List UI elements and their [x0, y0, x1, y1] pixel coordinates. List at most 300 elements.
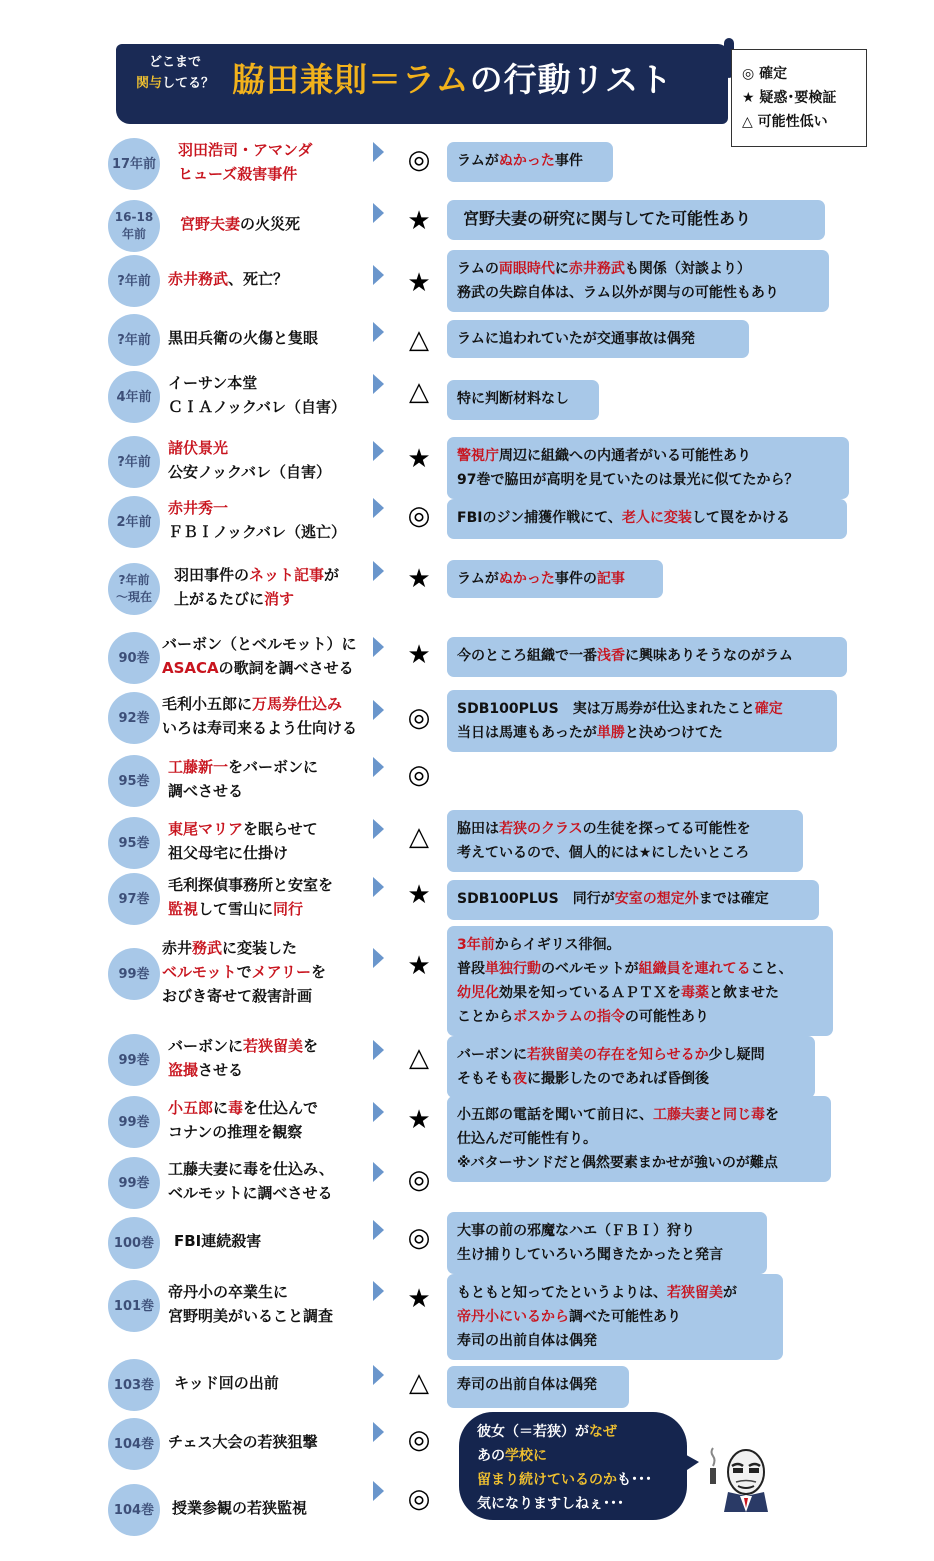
timing-line: 103巻 — [113, 1377, 155, 1393]
highlight-text: 安室の想定外 — [614, 891, 699, 907]
text-line — [457, 721, 827, 745]
arrow-right-icon — [373, 1102, 384, 1122]
text-line — [168, 1034, 378, 1058]
text-line — [457, 1067, 805, 1091]
timing-badge — [108, 1484, 160, 1536]
text-line — [162, 632, 372, 656]
text-segment: と飲ませた — [709, 985, 779, 1001]
note-box — [447, 1274, 783, 1360]
timing-badge — [108, 436, 160, 488]
timing-text — [118, 891, 149, 908]
rating-mark: ◎ — [407, 703, 431, 733]
text-segment: いろは寿司来るよう仕向ける — [162, 719, 358, 737]
event-label — [162, 632, 372, 680]
text-line — [168, 1157, 378, 1181]
text-segment: を — [303, 1037, 319, 1055]
timing-badge — [108, 1034, 160, 1086]
arrow-right-icon — [373, 265, 384, 285]
note-box — [447, 880, 819, 920]
bubble-line2 — [477, 1444, 687, 1468]
text-segment: ラムの — [457, 261, 499, 277]
text-segment: バーボン（とベルモット）に — [162, 635, 357, 653]
rating-mark: ★ — [407, 444, 431, 474]
legend-box — [731, 49, 867, 147]
text-segment: 調べた可能性あり — [569, 1309, 681, 1325]
text-line — [168, 897, 378, 921]
event-label — [168, 1430, 378, 1454]
wakita-character-icon — [706, 1436, 786, 1512]
timing-line: 101巻 — [113, 1298, 155, 1314]
text-line — [174, 1371, 384, 1395]
event-label — [168, 873, 378, 921]
text-segment: 少し疑問 — [708, 1047, 765, 1063]
text-segment: 帝丹小の卒業生に — [168, 1283, 289, 1301]
text-segment: して雪山に — [198, 900, 274, 918]
timing-text — [116, 389, 151, 406]
text-line — [168, 436, 378, 460]
timing-text — [114, 1235, 154, 1252]
event-label — [168, 817, 378, 865]
text-segment: 当日は馬連もあったが — [457, 725, 597, 741]
text-segment: キッド回の出前 — [174, 1374, 279, 1392]
event-label — [168, 1034, 378, 1082]
timing-badge — [108, 755, 160, 807]
subtitle-line2 — [116, 73, 234, 94]
timing-line: 95巻 — [118, 773, 150, 789]
text-line — [168, 520, 378, 544]
text-segment: に変装した — [222, 939, 298, 957]
event-label — [168, 1280, 378, 1328]
text-line — [457, 327, 739, 351]
event-label — [180, 212, 390, 236]
rating-mark: ★ — [407, 206, 431, 236]
text-line — [162, 716, 372, 740]
text-line — [457, 444, 839, 468]
text-line — [162, 936, 372, 960]
text-segment: バーボンに — [457, 1047, 527, 1063]
text-line — [178, 162, 388, 186]
title-name: 脇田兼則 — [232, 60, 368, 99]
timing-text — [114, 1377, 154, 1394]
bubble-line2-b: 学校に — [505, 1448, 547, 1464]
text-segment: ことから — [457, 1009, 513, 1025]
text-line — [168, 841, 378, 865]
text-line — [457, 887, 809, 911]
subtitle-line2-a: 関与 — [135, 76, 162, 91]
text-segment: ラムが — [457, 153, 499, 169]
bubble-line2-a: あの — [477, 1448, 505, 1464]
note-box — [447, 437, 849, 499]
note-box — [447, 810, 803, 872]
timing-text — [114, 1502, 154, 1519]
highlight-text: 若狭留美 — [243, 1037, 304, 1055]
text-segment: を — [765, 1107, 779, 1123]
highlight-text: メアリー — [251, 963, 311, 981]
text-segment: 仕込んだ可能性有り。 — [457, 1131, 597, 1147]
text-segment: バーボンに — [168, 1037, 244, 1055]
text-segment: の生徒を探ってる可能性を — [582, 821, 751, 837]
note-box — [447, 1212, 767, 1274]
text-line — [457, 957, 823, 981]
event-label — [168, 436, 378, 484]
title-rest: の行動リスト — [469, 60, 674, 99]
rating-mark: ★ — [407, 1105, 431, 1135]
text-segment: させる — [198, 1061, 244, 1079]
event-label — [168, 326, 378, 350]
highlight-text: 工藤夫妻と同じ毒 — [653, 1107, 765, 1123]
timing-line: 92巻 — [118, 710, 150, 726]
timing-badge — [108, 692, 160, 744]
text-line — [457, 257, 819, 281]
text-line — [457, 644, 837, 668]
text-segment: FBI連続殺害 — [174, 1232, 262, 1250]
rating-mark: ★ — [407, 640, 431, 670]
text-line — [457, 281, 819, 305]
rating-mark: △ — [409, 325, 429, 355]
text-segment: チェス大会の若狭狙撃 — [168, 1433, 318, 1451]
highlight-text: 消す — [264, 590, 295, 608]
timing-text — [112, 156, 156, 173]
note-box — [447, 320, 749, 358]
event-label — [174, 1371, 384, 1395]
text-segment: 特に判断材料なし — [457, 391, 569, 407]
timing-badge — [108, 496, 160, 548]
timing-text — [116, 572, 152, 606]
bubble-tail — [681, 1452, 699, 1474]
highlight-text: 毒 — [228, 1099, 244, 1117]
highlight-text: 確定 — [754, 701, 783, 717]
text-line — [168, 1430, 378, 1454]
timing-line: ～現在 — [115, 590, 152, 604]
timing-line: 104巻 — [113, 1436, 155, 1452]
text-line — [178, 138, 388, 162]
timing-text — [115, 209, 153, 243]
arrow-right-icon — [373, 637, 384, 657]
text-segment: FBIのジン捕獲作戦にて、 — [457, 510, 622, 526]
text-segment: コナンの推理を観察 — [168, 1123, 303, 1141]
highlight-text: 赤井務武 — [168, 270, 229, 288]
rating-mark: △ — [409, 822, 429, 852]
text-segment: 普段 — [457, 961, 485, 977]
text-segment: のベルモットが — [541, 961, 639, 977]
highlight-text: 記事 — [596, 571, 625, 587]
text-line — [174, 563, 384, 587]
timing-badge — [108, 873, 160, 925]
text-segment: ベルモットに調べさせる — [168, 1184, 333, 1202]
timing-text — [117, 454, 151, 471]
event-label — [168, 496, 378, 544]
timing-badge — [108, 371, 160, 423]
text-line — [457, 1005, 823, 1029]
rating-mark: ★ — [407, 880, 431, 910]
arrow-right-icon — [373, 1162, 384, 1182]
text-line — [457, 468, 839, 492]
text-segment: の可能性あり — [624, 1009, 709, 1025]
highlight-text: 盗撮 — [168, 1061, 199, 1079]
highlight-text: 諸伏景光 — [168, 439, 229, 457]
highlight-text: 帝丹小にいるから — [457, 1309, 569, 1325]
arrow-right-icon — [373, 1220, 384, 1240]
highlight-text: 両眼時代 — [498, 261, 555, 277]
text-line — [168, 1120, 378, 1144]
text-segment: の歌詞を調べさせる — [218, 659, 354, 677]
rating-mark: ◎ — [407, 145, 431, 175]
text-line — [168, 755, 378, 779]
timing-badge — [108, 1280, 160, 1332]
text-segment: 工藤夫妻に毒を仕込み、 — [168, 1160, 334, 1178]
timing-line: ?年前 — [118, 573, 150, 587]
timing-line: 99巻 — [118, 1175, 150, 1191]
highlight-text: 若狭留美 — [667, 1285, 723, 1301]
rating-mark: ★ — [407, 1284, 431, 1314]
text-line — [457, 1281, 773, 1305]
text-segment: 調べさせる — [168, 782, 244, 800]
highlight-text: ベルモット — [162, 963, 237, 981]
timing-line: 97巻 — [118, 891, 150, 907]
bubble-line1 — [477, 1420, 687, 1444]
timing-text — [117, 273, 151, 290]
text-line — [457, 817, 793, 841]
timing-badge — [108, 314, 160, 366]
text-line — [457, 1103, 821, 1127]
arrow-right-icon — [373, 203, 384, 223]
text-segment: をバーボンに — [228, 758, 319, 776]
rating-mark: ◎ — [407, 1484, 431, 1514]
text-line — [162, 692, 372, 716]
timing-text — [118, 773, 149, 790]
timing-text — [117, 332, 151, 349]
text-line — [457, 1305, 773, 1329]
highlight-text: 3年前 — [457, 937, 495, 953]
bubble-line3 — [477, 1468, 687, 1492]
text-line — [180, 212, 390, 236]
arrow-right-icon — [373, 561, 384, 581]
timing-line: 90巻 — [118, 650, 150, 666]
text-segment: 授業参観の若狭監視 — [172, 1499, 308, 1517]
timing-badge — [108, 200, 160, 252]
text-line — [168, 1058, 378, 1082]
text-segment: 宮野夫妻の研究に関与してた可能性あり — [463, 209, 752, 228]
text-line — [457, 981, 823, 1005]
timing-line: 17年前 — [111, 156, 157, 172]
timing-text — [114, 1436, 154, 1453]
timing-text — [118, 966, 149, 983]
timing-text — [116, 514, 151, 531]
arrow-right-icon — [373, 441, 384, 461]
text-line — [463, 207, 815, 231]
text-segment: が — [723, 1285, 737, 1301]
event-label — [168, 267, 378, 291]
text-segment: 小五郎の電話を聞いて前日に、 — [457, 1107, 653, 1123]
timing-badge — [108, 1157, 160, 1209]
text-segment: 、死亡？ — [228, 270, 289, 288]
timing-line: 99巻 — [118, 1052, 150, 1068]
text-segment: ※バターサンドだと偶然要素まかせが強いのが難点 — [457, 1155, 778, 1171]
highlight-text: 務武 — [192, 939, 223, 957]
rating-mark: ★ — [407, 951, 431, 981]
text-segment: に撮影したのであれば昏倒後 — [527, 1071, 709, 1087]
text-segment: 生け捕りしていろいろ聞きたかったと発言 — [457, 1247, 723, 1263]
text-segment: 大事の前の邪魔なハエ（ＦＢＩ）狩り — [457, 1223, 695, 1239]
event-label — [168, 755, 378, 803]
text-segment: こと、 — [750, 961, 793, 977]
text-line — [162, 984, 372, 1008]
highlight-text: 幼児化 — [457, 985, 499, 1001]
highlight-text: 若狭のクラス — [499, 821, 583, 837]
arrow-right-icon — [373, 1365, 384, 1385]
timing-badge — [108, 255, 160, 307]
legend-confirmed: ◎ 確定 — [742, 66, 788, 82]
rating-mark: ★ — [407, 268, 431, 298]
text-segment: 黒田兵衛の火傷と隻眼 — [168, 329, 319, 347]
arrow-right-icon — [373, 1481, 384, 1501]
arrow-right-icon — [373, 819, 384, 839]
timing-text — [114, 1298, 154, 1315]
event-label — [168, 1157, 378, 1205]
event-label — [162, 936, 372, 1008]
timing-text — [118, 1114, 149, 1131]
timing-line: 100巻 — [113, 1235, 155, 1251]
highlight-text: 毒薬 — [681, 985, 709, 1001]
text-segment: と決めつけてた — [624, 725, 723, 741]
event-label — [168, 1096, 378, 1144]
timing-line: 99巻 — [118, 966, 150, 982]
timing-text — [118, 835, 149, 852]
highlight-text: ボスかラムの指令 — [513, 1009, 625, 1025]
text-segment: に — [554, 261, 569, 277]
text-segment: 公安ノックバレ（自害） — [168, 463, 332, 481]
text-line — [168, 1280, 378, 1304]
rating-mark: ◎ — [407, 1223, 431, 1253]
text-segment: SDB100PLUS 実は万馬券が仕込まれたこと — [457, 701, 755, 717]
text-segment: 効果を知っているＡＰＴＸを — [499, 985, 681, 1001]
highlight-text: 監視 — [168, 900, 199, 918]
page-title — [232, 54, 673, 101]
highlight-text: 浅香 — [597, 648, 625, 664]
highlight-text: 工藤新一 — [168, 758, 229, 776]
text-segment: 毛利小五郎に — [162, 695, 253, 713]
text-line — [168, 395, 378, 419]
text-segment: そもそも — [457, 1071, 513, 1087]
text-segment: 寿司の出前自体は偶発 — [457, 1377, 597, 1393]
highlight-text: ネット記事 — [249, 566, 325, 584]
note-box — [447, 499, 847, 539]
note-box — [447, 926, 833, 1036]
timing-text — [118, 1052, 149, 1069]
highlight-text: ぬかった — [498, 153, 555, 169]
highlight-text: 警視庁 — [457, 448, 499, 464]
text-line — [457, 387, 589, 411]
text-line — [457, 841, 793, 865]
text-segment: も関係（対談より） — [624, 261, 751, 277]
rating-mark: ◎ — [407, 760, 431, 790]
title-banner — [116, 44, 728, 124]
timing-badge — [108, 948, 160, 1000]
timing-line: ?年前 — [117, 332, 151, 348]
text-segment: 今のところ組織で一番 — [457, 648, 597, 664]
highlight-text: 夜 — [513, 1071, 527, 1087]
bubble-line1-a: 彼女（＝若狭）が — [477, 1424, 589, 1440]
timing-line: 95巻 — [118, 835, 150, 851]
rating-mark: ★ — [407, 564, 431, 594]
text-segment: 祖父母宅に仕掛け — [168, 844, 289, 862]
text-segment: ラムが — [457, 571, 499, 587]
text-segment: ＣＩＡノックバレ（自害） — [168, 398, 347, 416]
arrow-right-icon — [373, 1040, 384, 1060]
subtitle-line1: どこまで — [148, 55, 201, 70]
highlight-text: 組織員を連れてる — [638, 961, 751, 977]
text-segment: して罠をかける — [691, 510, 790, 526]
text-segment: 赤井 — [162, 939, 193, 957]
arrow-right-icon — [373, 142, 384, 162]
rating-mark: △ — [409, 377, 429, 407]
highlight-text: 赤井秀一 — [168, 499, 229, 517]
text-segment: ラムに追われていたが交通事故は偶発 — [457, 331, 695, 347]
timing-line: 2年前 — [116, 514, 152, 530]
highlight-text: 赤井務武 — [568, 261, 625, 277]
text-line — [162, 656, 372, 680]
text-segment: を — [310, 963, 326, 981]
timing-text — [118, 1175, 149, 1192]
text-line — [457, 1373, 619, 1397]
text-segment: おびき寄せて殺害計画 — [162, 987, 313, 1005]
rating-mark: △ — [409, 1368, 429, 1398]
event-label — [162, 692, 372, 740]
text-line — [457, 1329, 773, 1353]
text-segment: からイギリス徘徊。 — [494, 937, 621, 953]
event-label — [174, 1229, 384, 1253]
banner-subtitle — [116, 52, 234, 94]
note-box — [447, 380, 599, 420]
text-line — [174, 587, 384, 611]
text-segment: 宮野明美がいること調査 — [168, 1307, 334, 1325]
highlight-text: 老人に変装 — [621, 510, 692, 526]
highlight-text: 小五郎 — [168, 1099, 214, 1117]
timing-badge — [108, 1217, 160, 1269]
bubble-line3-a: 留まり続けているのか — [477, 1472, 617, 1488]
text-line — [168, 873, 378, 897]
highlight-text: 宮野夫妻 — [180, 215, 241, 233]
timing-badge — [108, 1418, 160, 1470]
event-label — [178, 138, 388, 186]
arrow-right-icon — [373, 877, 384, 897]
rating-mark: ◎ — [407, 501, 431, 531]
timing-badge — [108, 1096, 160, 1148]
timing-badge — [108, 1359, 160, 1411]
text-line — [457, 506, 837, 530]
text-segment: を眠らせて — [243, 820, 318, 838]
text-segment: イーサン本堂 — [168, 374, 258, 392]
arrow-right-icon — [373, 322, 384, 342]
text-line — [457, 149, 603, 173]
text-segment: 寿司の出前自体は偶発 — [457, 1333, 597, 1349]
text-line — [168, 496, 378, 520]
note-box — [447, 200, 825, 240]
text-line — [162, 960, 372, 984]
text-line — [172, 1496, 382, 1520]
text-segment: で — [236, 963, 252, 981]
note-box — [447, 690, 837, 752]
highlight-text: 東尾マリア — [168, 820, 244, 838]
text-line — [168, 267, 378, 291]
timing-badge — [108, 632, 160, 684]
timing-badge — [108, 563, 160, 615]
timing-line: ?年前 — [117, 454, 151, 470]
text-line — [457, 1043, 805, 1067]
text-segment: 羽田事件の — [174, 566, 250, 584]
text-segment: 事件 — [554, 153, 583, 169]
timing-line: 16-18 — [114, 210, 154, 224]
